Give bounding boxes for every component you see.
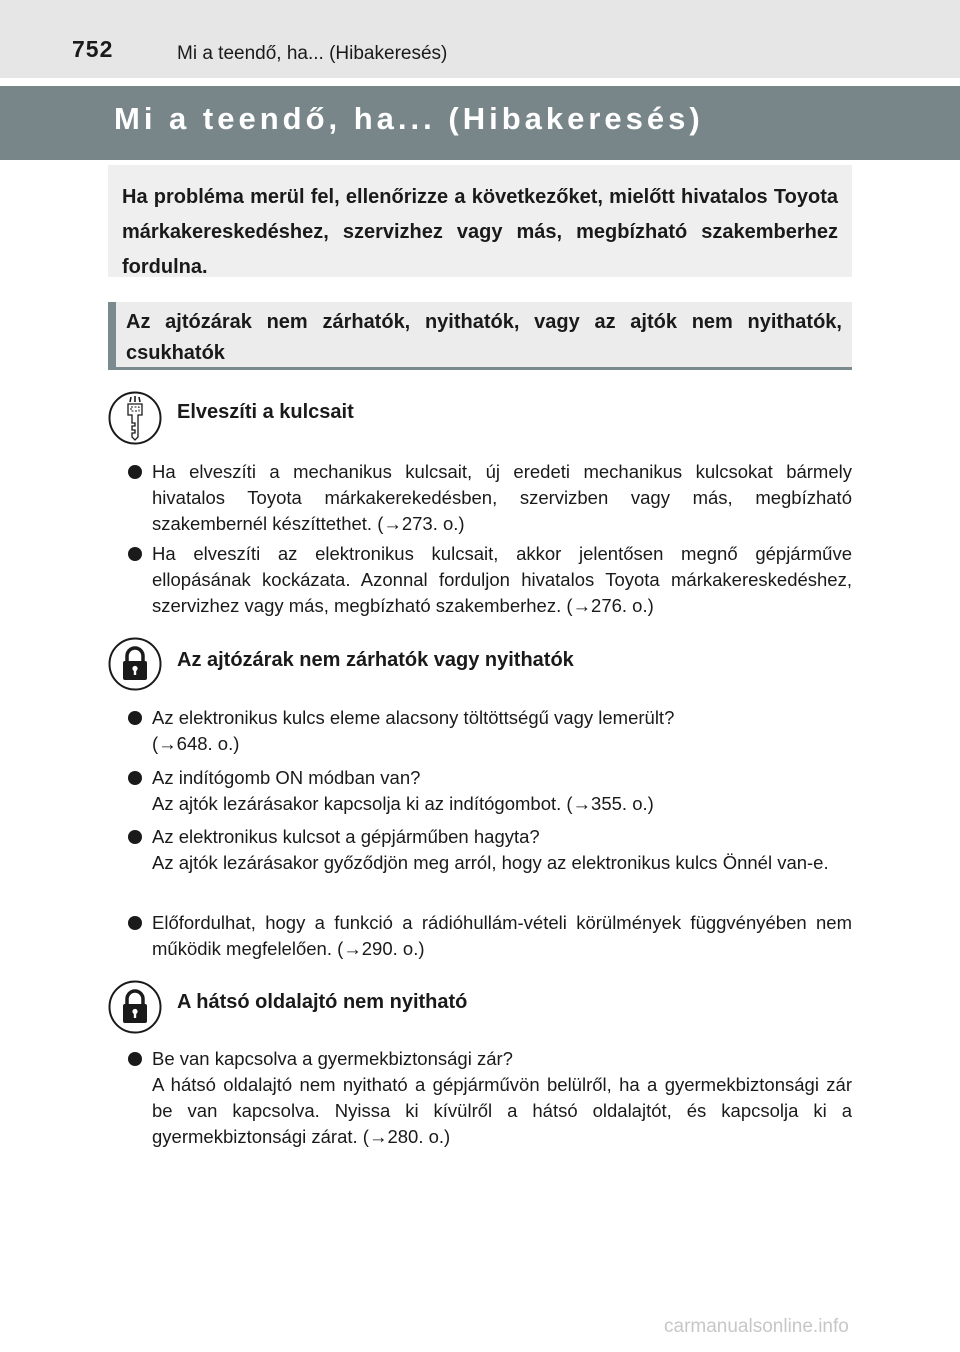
bullet-text: Az elektronikus kulcsot a gépjárműben hagyta?: [152, 826, 540, 847]
list-item: [128, 459, 852, 537]
bullet-dot: [128, 830, 142, 844]
padlock-icon: [108, 637, 162, 691]
bullet-text: A hátsó oldalajtó nem nyitható a gépjárművön belülről, ha a gyermekbiztonsági zár be van kapcsolva. Nyissa ki kívülről a hátsó oldalajtót, és kapcsolja ki a gyermekbiztonsági zárat. (→280. o.): [152, 1074, 852, 1147]
bullet-dot: [128, 711, 142, 725]
bullet-dot: [128, 1052, 142, 1066]
page-number: 752: [72, 36, 114, 62]
bullet-text: Be van kapcsolva a gyermekbiztonsági zár?: [152, 1048, 513, 1069]
list-item: [128, 910, 852, 962]
bullet-dot: [128, 465, 142, 479]
list-item: [128, 705, 852, 757]
bullet-dot: [128, 547, 142, 561]
running-header: [0, 0, 960, 78]
list-item: [128, 824, 852, 876]
running-title: Mi a teendő, ha... (Hibakeresés): [177, 43, 448, 64]
section-heading: Az ajtózárak nem zárhatók, nyithatók, vagy az ajtók nem nyithatók, csukhatók: [108, 302, 852, 370]
bullet-text: Az ajtók lezárásakor kapcsolja ki az indítógombot. (→355. o.): [152, 793, 654, 814]
subsection-title-locks: Az ajtózárak nem zárhatók vagy nyithatók: [177, 649, 574, 671]
subsection-title-rear-door: A hátsó oldalajtó nem nyitható: [177, 991, 468, 1013]
bullet-dot: [128, 771, 142, 785]
bullet-text: Ha elveszíti a mechanikus kulcsait, új eredeti mechanikus kulcsokat bármely hivatalos Toyota márkakerekedésben, szervizben vagy más, megbízható szakembernél készíttethet. (→273. o.): [152, 461, 852, 534]
header-divider: [0, 78, 960, 86]
bullet-text: Az indítógomb ON módban van?: [152, 767, 421, 788]
bullet-dot: [128, 916, 142, 930]
bullet-text: Ha elveszíti az elektronikus kulcsait, akkor jelentősen megnő gépjárműve ellopásának kockázata. Azonnal forduljon hivatalos Toyota márkakereskedéshez, szervizhez vagy más, megbízható szakemberhez. (→276. o.): [152, 543, 852, 616]
bullet-text: Az ajtók lezárásakor győződjön meg arról, hogy az elektronikus kulcs Önnél van-e.: [152, 852, 829, 873]
list-item: [128, 1046, 852, 1150]
key-icon: [108, 391, 162, 445]
watermark: carmanualsonline.info: [664, 1316, 849, 1337]
page-title: Mi a teendő, ha... (Hibakeresés): [114, 101, 704, 136]
bullet-text: Előfordulhat, hogy a funkció a rádióhullám-vételi körülmények függvényében nem működik megfelelően. (→290. o.): [152, 912, 852, 959]
bullet-text: Az elektronikus kulcs eleme alacsony töltöttségű vagy lemerült?: [152, 707, 675, 728]
padlock-icon: [108, 980, 162, 1034]
list-item: [128, 765, 852, 817]
intro-box: Ha probléma merül fel, ellenőrizze a következőket, mielőtt hivatalos Toyota márkakereskedéshez, szervizhez vagy más, megbízható szakemberhez fordulna.: [108, 165, 852, 277]
bullet-text: (→648. o.): [152, 733, 240, 754]
list-item: [128, 541, 852, 619]
subsection-title-lost-keys: Elveszíti a kulcsait: [177, 401, 354, 423]
